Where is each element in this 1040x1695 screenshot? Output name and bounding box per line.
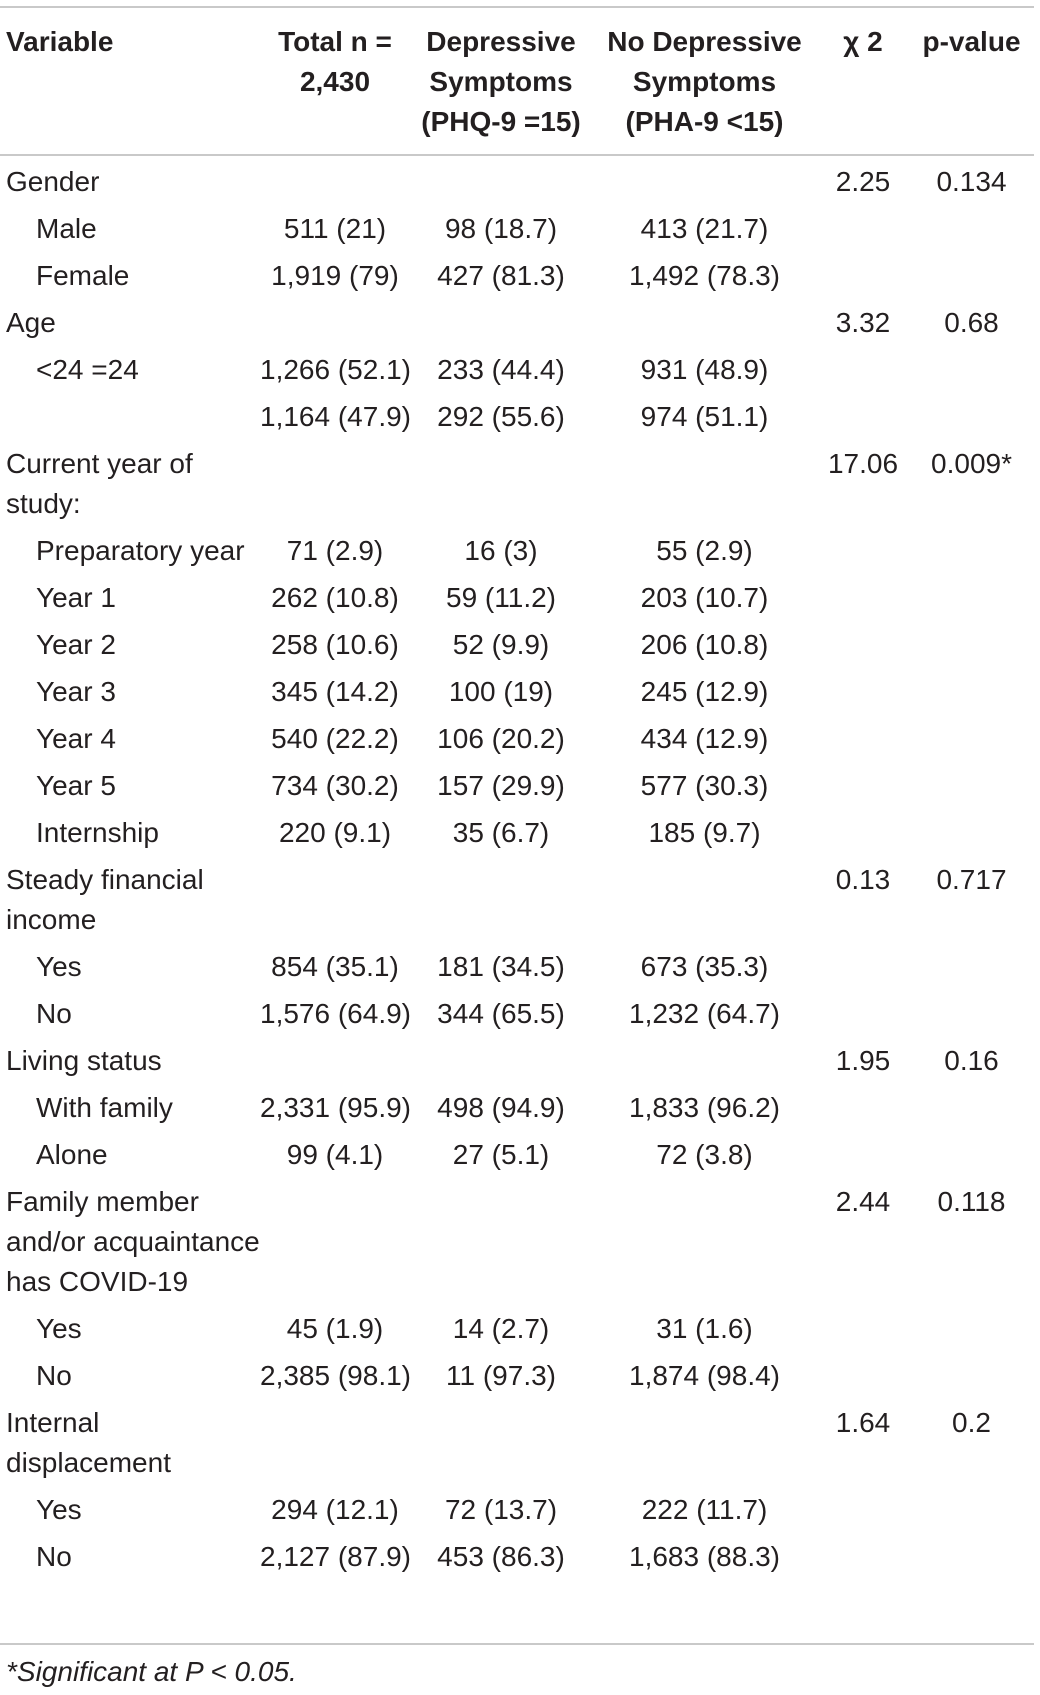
cell-total: 1,164 (47.9): [260, 401, 411, 432]
cell-no-depressive: 1,683 (88.3): [629, 1541, 780, 1572]
cell-total: 1,576 (64.9): [260, 998, 411, 1029]
table-row: [0, 1305, 1034, 1352]
cell-pvalue: [909, 205, 1034, 252]
cell-variable: Age: [6, 307, 56, 338]
header-pvalue: p-value: [922, 26, 1021, 57]
cell-depressive: 59 (11.2): [446, 582, 556, 613]
cell-pvalue: [909, 252, 1034, 299]
cell-total: 71 (2.9): [286, 535, 384, 566]
cell-depressive: 157 (29.9): [437, 770, 565, 801]
cell-chi2: [817, 668, 909, 715]
cell-pvalue: 0.009*: [931, 448, 1012, 479]
cell-chi2: [817, 1305, 909, 1352]
cell-variable: Female: [36, 260, 130, 291]
cell-total: 99 (4.1): [286, 1139, 384, 1170]
cell-chi2: [817, 205, 909, 252]
cell-variable: [0, 393, 260, 440]
cell-total: 1,919 (79): [271, 260, 399, 291]
header-row: [0, 12, 1034, 146]
cell-variable: Year 5: [36, 770, 116, 801]
cell-pvalue: 0.68: [944, 307, 999, 338]
cell-pvalue: 0.118: [937, 1186, 1006, 1217]
cell-variable: No: [36, 1360, 72, 1391]
cell-total: [260, 1399, 410, 1486]
cell-total: 345 (14.2): [271, 676, 399, 707]
cell-pvalue: [909, 809, 1034, 856]
cell-total: 1,266 (52.1): [260, 354, 411, 385]
header-variable: Variable: [6, 26, 114, 57]
cell-depressive: 35 (6.7): [452, 817, 550, 848]
cell-chi2: 0.13: [835, 864, 891, 895]
cell-variable: Internship: [36, 817, 159, 848]
cell-variable: Male: [36, 213, 97, 244]
cell-total: 734 (30.2): [271, 770, 399, 801]
cell-no-depressive: 974 (51.1): [640, 401, 769, 432]
cell-variable: Family member and/or acquaintance has COVID-19: [6, 1186, 260, 1297]
cell-chi2: [817, 1131, 909, 1178]
cell-no-depressive: 1,492 (78.3): [629, 260, 780, 291]
table-row: [0, 943, 1034, 990]
cell-pvalue: [909, 762, 1034, 809]
cell-variable: Year 3: [36, 676, 116, 707]
cell-no-depressive: 31 (1.6): [656, 1313, 753, 1344]
cell-no-depressive: 55 (2.9): [656, 535, 753, 566]
cell-chi2: 1.64: [835, 1407, 891, 1438]
cell-no-depressive: 1,874 (98.4): [629, 1360, 780, 1391]
cell-chi2: [817, 574, 909, 621]
cell-depressive: [410, 1399, 592, 1486]
table-row: [0, 762, 1034, 809]
table-row: [0, 715, 1034, 762]
cell-no-depressive: 434 (12.9): [640, 723, 769, 754]
table-row: [0, 346, 1034, 393]
table-row: [0, 1131, 1034, 1178]
cell-no-depressive: [592, 146, 817, 205]
cell-chi2: [817, 527, 909, 574]
cell-total: [260, 146, 410, 205]
cell-total: 45 (1.9): [286, 1313, 384, 1344]
cell-pvalue: [909, 1533, 1034, 1580]
table-row: [0, 252, 1034, 299]
cell-chi2: 3.32: [835, 307, 891, 338]
table-row: [0, 1084, 1034, 1131]
cell-no-depressive: 245 (12.9): [640, 676, 769, 707]
cell-chi2: [817, 762, 909, 809]
cell-variable: Living status: [6, 1045, 162, 1076]
cell-chi2: [817, 715, 909, 762]
cell-pvalue: [909, 1352, 1034, 1399]
table-row: [0, 990, 1034, 1037]
table-row: [0, 527, 1034, 574]
table-row: [0, 856, 1034, 943]
cell-pvalue: [909, 715, 1034, 762]
cell-variable: Internal displacement: [6, 1407, 171, 1478]
table-row: [0, 440, 1034, 527]
cell-chi2: [817, 1352, 909, 1399]
cell-variable: Year 2: [36, 629, 116, 660]
cell-pvalue: [909, 1486, 1034, 1533]
cell-depressive: 344 (65.5): [437, 998, 565, 1029]
cell-pvalue: [909, 1305, 1034, 1352]
cell-chi2: [817, 990, 909, 1037]
cell-total: 854 (35.1): [271, 951, 399, 982]
cell-depressive: 233 (44.4): [437, 354, 565, 385]
cell-variable: Yes: [36, 1313, 82, 1344]
cell-depressive: 14 (2.7): [452, 1313, 550, 1344]
cell-pvalue: [909, 621, 1034, 668]
cell-pvalue: [909, 1131, 1034, 1178]
cell-pvalue: 0.2: [952, 1407, 991, 1438]
cell-pvalue: [909, 668, 1034, 715]
table-row: [0, 1352, 1034, 1399]
table-body: [0, 146, 1034, 1580]
table-row: [0, 146, 1034, 205]
cell-chi2: [817, 393, 909, 440]
table-row: [0, 1486, 1034, 1533]
cell-no-depressive: 222 (11.7): [641, 1494, 768, 1525]
cell-total: [260, 856, 410, 943]
cell-variable: With family: [36, 1092, 173, 1123]
cell-pvalue: 0.134: [936, 166, 1007, 197]
cell-pvalue: [909, 574, 1034, 621]
table-row: [0, 1399, 1034, 1486]
cell-chi2: [817, 252, 909, 299]
cell-no-depressive: 185 (9.7): [648, 817, 761, 848]
cell-total: 220 (9.1): [278, 817, 392, 848]
cell-variable: Gender: [6, 166, 100, 197]
header-total: Total n = 2,430: [278, 26, 392, 97]
cell-variable: No: [36, 998, 72, 1029]
cell-variable: Preparatory year: [36, 535, 245, 566]
cell-depressive: 27 (5.1): [452, 1139, 550, 1170]
cell-total: 2,385 (98.1): [260, 1360, 411, 1391]
cell-depressive: 292 (55.6): [437, 401, 565, 432]
cell-depressive: [410, 856, 592, 943]
cell-chi2: [817, 943, 909, 990]
cell-total: 2,331 (95.9): [260, 1092, 411, 1123]
cell-variable: Yes: [36, 1494, 82, 1525]
cell-depressive: 181 (34.5): [437, 951, 565, 982]
cell-pvalue: 0.717: [936, 864, 1007, 895]
table-row: [0, 668, 1034, 715]
table-row: [0, 1037, 1034, 1084]
table-row: [0, 809, 1034, 856]
cell-chi2: [817, 346, 909, 393]
cell-chi2: 2.44: [835, 1186, 891, 1217]
cell-total: 294 (12.1): [271, 1494, 399, 1525]
cell-total: 511 (21): [283, 213, 387, 244]
cell-variable: Yes: [36, 951, 82, 982]
bottom-rule: [0, 1643, 1034, 1645]
header-chi2: χ 2: [843, 26, 883, 57]
cell-no-depressive: [592, 1399, 817, 1486]
cell-no-depressive: 1,232 (64.7): [629, 998, 780, 1029]
results-table: [0, 12, 1034, 1580]
cell-depressive: 453 (86.3): [437, 1541, 565, 1572]
cell-no-depressive: 673 (35.3): [640, 951, 769, 982]
table-row: [0, 205, 1034, 252]
cell-pvalue: [909, 527, 1034, 574]
cell-total: [260, 299, 410, 346]
cell-no-depressive: 577 (30.3): [640, 770, 769, 801]
table-row: [0, 621, 1034, 668]
cell-depressive: 106 (20.2): [437, 723, 565, 754]
cell-no-depressive: 203 (10.7): [640, 582, 769, 613]
top-rule: [0, 6, 1034, 8]
cell-pvalue: [909, 346, 1034, 393]
header-depressive: Depressive Symptoms (PHQ-9 =15): [421, 26, 581, 137]
table-row: [0, 1533, 1034, 1580]
cell-depressive: 100 (19): [448, 676, 554, 707]
cell-no-depressive: 206 (10.8): [640, 629, 769, 660]
cell-depressive: 427 (81.3): [437, 260, 565, 291]
cell-depressive: [410, 299, 592, 346]
cell-total: [260, 1037, 410, 1084]
cell-pvalue: [909, 1084, 1034, 1131]
cell-chi2: [817, 621, 909, 668]
cell-depressive: 11 (97.3): [446, 1360, 556, 1391]
cell-chi2: [817, 1486, 909, 1533]
cell-variable: Year 1: [36, 582, 116, 613]
cell-no-depressive: [592, 299, 817, 346]
header-no-depressive: No Depressive Symptoms (PHA-9 <15): [607, 26, 802, 137]
cell-total: [260, 1178, 410, 1305]
cell-depressive: [410, 440, 592, 527]
cell-variable: Current year of study:: [6, 448, 193, 519]
cell-pvalue: 0.16: [944, 1045, 999, 1076]
cell-depressive: 498 (94.9): [437, 1092, 565, 1123]
cell-depressive: 16 (3): [464, 535, 538, 566]
cell-depressive: 72 (13.7): [444, 1494, 558, 1525]
cell-total: 258 (10.6): [271, 629, 399, 660]
cell-pvalue: [909, 990, 1034, 1037]
footnote: *Significant at P < 0.05.: [6, 1656, 297, 1687]
cell-no-depressive: 413 (21.7): [640, 213, 769, 244]
cell-variable: Alone: [36, 1139, 108, 1170]
cell-total: 262 (10.8): [271, 582, 399, 613]
cell-depressive: 98 (18.7): [444, 213, 558, 244]
cell-chi2: [817, 809, 909, 856]
cell-variable: <24 =24: [36, 354, 139, 385]
cell-total: 540 (22.2): [271, 723, 399, 754]
table-row: [0, 299, 1034, 346]
cell-no-depressive: 72 (3.8): [656, 1139, 753, 1170]
cell-variable: Year 4: [36, 723, 116, 754]
cell-chi2: 1.95: [835, 1045, 891, 1076]
cell-total: [260, 440, 410, 527]
cell-depressive: 52 (9.9): [452, 629, 550, 660]
cell-variable: No: [36, 1541, 72, 1572]
cell-depressive: [410, 146, 592, 205]
cell-depressive: [410, 1178, 592, 1305]
cell-chi2: [817, 1084, 909, 1131]
cell-no-depressive: [592, 1037, 817, 1084]
table-row: [0, 1178, 1034, 1305]
cell-no-depressive: 931 (48.9): [640, 354, 769, 385]
cell-no-depressive: [592, 1178, 817, 1305]
cell-depressive: [410, 1037, 592, 1084]
cell-pvalue: [909, 943, 1034, 990]
cell-chi2: 2.25: [835, 166, 891, 197]
cell-total: 2,127 (87.9): [260, 1541, 411, 1572]
cell-pvalue: [909, 393, 1034, 440]
cell-no-depressive: 1,833 (96.2): [629, 1092, 780, 1123]
cell-chi2: 17.06: [827, 448, 899, 479]
cell-no-depressive: [592, 856, 817, 943]
cell-variable: Steady financial income: [6, 864, 204, 935]
table-row: [0, 574, 1034, 621]
table-row: [0, 393, 1034, 440]
cell-chi2: [817, 1533, 909, 1580]
cell-no-depressive: [592, 440, 817, 527]
